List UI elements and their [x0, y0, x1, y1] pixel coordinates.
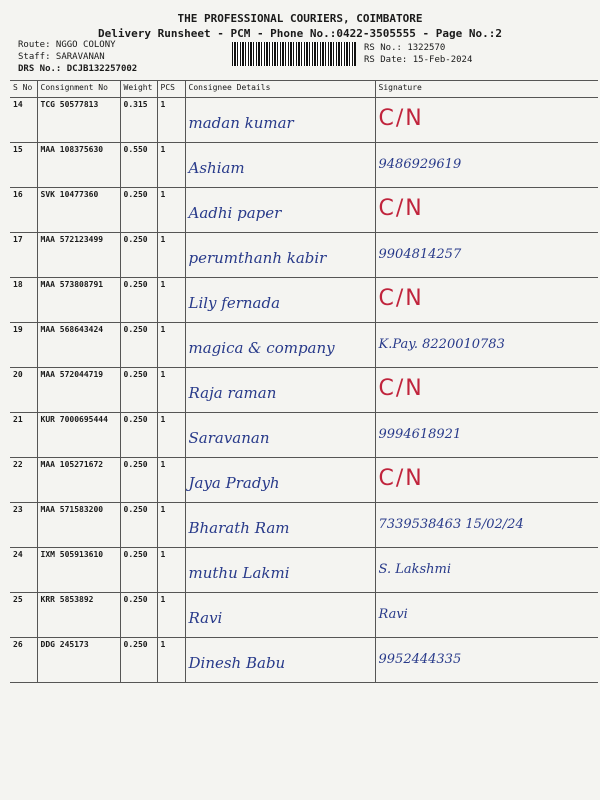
row-weight-cell — [120, 458, 157, 503]
col-consignment: Consignment No — [37, 81, 120, 98]
row-signature-cell — [375, 548, 598, 593]
row-weight-cell — [120, 188, 157, 233]
row-sno: 26 — [13, 640, 23, 649]
row-consignment: MAA 105271672 — [40, 460, 104, 469]
col-consignee: Consignee Details — [185, 81, 375, 98]
row-signature-cell — [375, 278, 598, 323]
row-weight: 0.250 — [123, 190, 148, 199]
row-consignee: madan kumar — [188, 114, 294, 132]
row-sno: 21 — [13, 415, 23, 424]
row-consignee: Ashiam — [188, 159, 245, 177]
row-consignment: MAA 573808791 — [40, 280, 104, 289]
row-consignee-cell — [185, 638, 375, 683]
table-row — [10, 323, 598, 368]
barcode — [232, 42, 356, 66]
row-signature-cell — [375, 638, 598, 683]
table-row — [10, 638, 598, 683]
row-weight: 0.250 — [123, 505, 148, 514]
row-pcs-cell — [157, 188, 185, 233]
row-sno-cell — [10, 188, 37, 233]
row-consignee: muthu Lakmi — [188, 564, 290, 582]
staff-label: Staff: SARAVANAN — [18, 52, 105, 62]
row-consignment-cell — [37, 548, 120, 593]
row-consignment: KRR 5853892 — [40, 595, 94, 604]
row-signature-cell — [375, 143, 598, 188]
row-consignment: KUR 7000695444 — [40, 415, 108, 424]
row-weight-cell — [120, 413, 157, 458]
route-label: Route: NGGO COLONY — [18, 40, 116, 50]
table-row — [10, 233, 598, 278]
table-row — [10, 548, 598, 593]
row-pcs-cell — [157, 458, 185, 503]
row-pcs-cell — [157, 143, 185, 188]
row-consignee-cell — [185, 188, 375, 233]
row-consignee-cell — [185, 458, 375, 503]
row-signature: S. Lakshmi — [378, 562, 451, 577]
row-consignee-cell — [185, 368, 375, 413]
row-signature-cell — [375, 593, 598, 638]
row-consignment: TCG 50577813 — [40, 100, 99, 109]
rs-date: RS Date: 15-Feb-2024 — [364, 55, 473, 65]
row-consignment-cell — [37, 278, 120, 323]
row-sno: 19 — [13, 325, 23, 334]
row-consignee: Lily fernada — [188, 294, 281, 312]
row-weight-cell — [120, 233, 157, 278]
row-signature: 9904814257 — [378, 247, 462, 262]
runsheet-subtitle: Delivery Runsheet - PCM - Phone No.:0422-3505555 - Page No.:2 — [98, 27, 502, 40]
col-signature: Signature — [375, 81, 598, 98]
runsheet-table — [10, 80, 598, 683]
table-row — [10, 458, 598, 503]
row-signature-cell — [375, 503, 598, 548]
row-consignment-cell — [37, 323, 120, 368]
row-signature: C/N — [378, 106, 424, 131]
row-consignment-cell — [37, 188, 120, 233]
rs-number: RS No.: 1322570 — [364, 43, 446, 53]
row-signature: C/N — [378, 376, 424, 401]
col-sno: S No — [10, 81, 37, 98]
drs-number: DRS No.: DCJB132257002 — [18, 64, 138, 74]
table-row — [10, 413, 598, 458]
row-sno-cell — [10, 323, 37, 368]
row-pcs-cell — [157, 593, 185, 638]
table-row — [10, 368, 598, 413]
row-signature: C/N — [378, 286, 424, 311]
row-weight: 0.250 — [123, 280, 148, 289]
row-consignment: MAA 572123499 — [40, 235, 104, 244]
row-sno-cell — [10, 458, 37, 503]
row-consignment-cell — [37, 593, 120, 638]
row-weight-cell — [120, 278, 157, 323]
row-pcs-cell — [157, 503, 185, 548]
row-consignment-cell — [37, 98, 120, 143]
row-pcs-cell — [157, 323, 185, 368]
row-consignment-cell — [37, 413, 120, 458]
row-pcs-cell — [157, 233, 185, 278]
row-signature-cell — [375, 413, 598, 458]
row-weight-cell — [120, 323, 157, 368]
row-consignee: Bharath Ram — [188, 519, 290, 537]
row-consignment: MAA 568643424 — [40, 325, 104, 334]
row-weight: 0.315 — [123, 100, 148, 109]
row-consignee: Ravi — [188, 609, 223, 627]
row-weight: 0.250 — [123, 370, 148, 379]
row-pcs: 1 — [160, 325, 166, 334]
row-signature-cell — [375, 188, 598, 233]
row-weight: 0.250 — [123, 325, 148, 334]
company-title: THE PROFESSIONAL COURIERS, COIMBATORE — [177, 12, 423, 25]
row-signature: C/N — [378, 196, 424, 221]
row-consignee-cell — [185, 503, 375, 548]
row-weight-cell — [120, 638, 157, 683]
row-sno-cell — [10, 548, 37, 593]
row-sno: 24 — [13, 550, 23, 559]
row-signature: Ravi — [378, 607, 408, 622]
row-signature: 9994618921 — [378, 427, 462, 442]
row-weight: 0.250 — [123, 640, 148, 649]
row-signature: 9952444335 — [378, 652, 462, 667]
row-signature: C/N — [378, 466, 424, 491]
row-sno: 20 — [13, 370, 23, 379]
row-weight: 0.250 — [123, 460, 148, 469]
row-consignee: perumthanh kabir — [188, 249, 327, 267]
col-pcs: PCS — [157, 81, 185, 98]
row-pcs: 1 — [160, 280, 166, 289]
row-consignee-cell — [185, 323, 375, 368]
table-row — [10, 593, 598, 638]
row-pcs-cell — [157, 413, 185, 458]
row-sno: 14 — [13, 100, 23, 109]
row-sno: 23 — [13, 505, 23, 514]
row-weight: 0.250 — [123, 550, 148, 559]
row-consignee-cell — [185, 413, 375, 458]
row-sno: 15 — [13, 145, 23, 154]
row-consignment: MAA 571583200 — [40, 505, 104, 514]
row-weight-cell — [120, 593, 157, 638]
row-consignee: Dinesh Babu — [188, 654, 286, 672]
row-sno: 25 — [13, 595, 23, 604]
table-row — [10, 98, 598, 143]
row-consignment-cell — [37, 503, 120, 548]
row-consignment-cell — [37, 143, 120, 188]
row-weight-cell — [120, 368, 157, 413]
row-consignee-cell — [185, 233, 375, 278]
row-pcs: 1 — [160, 190, 166, 199]
row-sno-cell — [10, 368, 37, 413]
row-consignee-cell — [185, 593, 375, 638]
row-signature: 7339538463 15/02/24 — [378, 517, 524, 532]
row-pcs-cell — [157, 638, 185, 683]
row-consignee-cell — [185, 278, 375, 323]
row-weight: 0.250 — [123, 415, 148, 424]
row-signature-cell — [375, 458, 598, 503]
row-pcs: 1 — [160, 235, 166, 244]
row-pcs: 1 — [160, 640, 166, 649]
row-consignment: SVK 10477360 — [40, 190, 99, 199]
row-sno: 16 — [13, 190, 23, 199]
row-pcs-cell — [157, 368, 185, 413]
row-consignee: Jaya Pradyh — [188, 474, 280, 492]
row-sno-cell — [10, 503, 37, 548]
row-sno: 18 — [13, 280, 23, 289]
row-sno-cell — [10, 638, 37, 683]
row-consignee-cell — [185, 143, 375, 188]
row-signature-cell — [375, 233, 598, 278]
row-weight-cell — [120, 98, 157, 143]
row-weight-cell — [120, 143, 157, 188]
row-pcs-cell — [157, 278, 185, 323]
row-pcs: 1 — [160, 550, 166, 559]
row-pcs: 1 — [160, 415, 166, 424]
row-consignment-cell — [37, 458, 120, 503]
row-pcs: 1 — [160, 595, 166, 604]
row-sno: 17 — [13, 235, 23, 244]
row-consignee: Aadhi paper — [188, 204, 282, 222]
row-signature-cell — [375, 368, 598, 413]
row-weight: 0.250 — [123, 595, 148, 604]
col-weight: Weight — [120, 81, 157, 98]
row-pcs: 1 — [160, 460, 166, 469]
row-pcs: 1 — [160, 145, 166, 154]
row-consignment-cell — [37, 368, 120, 413]
row-signature: K.Pay. 8220010783 — [378, 337, 505, 352]
row-pcs: 1 — [160, 370, 166, 379]
row-sno-cell — [10, 233, 37, 278]
row-consignee: Raja raman — [188, 384, 277, 402]
row-consignment: IXM 505913610 — [40, 550, 104, 559]
row-weight-cell — [120, 548, 157, 593]
row-signature-cell — [375, 323, 598, 368]
row-weight: 0.250 — [123, 235, 148, 244]
row-pcs-cell — [157, 548, 185, 593]
row-consignee: magica & company — [188, 339, 335, 357]
row-consignment: DDG 245173 — [40, 640, 89, 649]
row-weight: 0.550 — [123, 145, 148, 154]
row-consignee: Saravanan — [188, 429, 270, 447]
row-consignment: MAA 572044719 — [40, 370, 104, 379]
row-sno: 22 — [13, 460, 23, 469]
row-consignee-cell — [185, 548, 375, 593]
row-sno-cell — [10, 593, 37, 638]
row-pcs: 1 — [160, 505, 166, 514]
row-sno-cell — [10, 98, 37, 143]
row-consignment-cell — [37, 233, 120, 278]
table-row — [10, 188, 598, 233]
row-pcs-cell — [157, 98, 185, 143]
row-consignee-cell — [185, 98, 375, 143]
table-header — [10, 81, 598, 98]
row-signature-cell — [375, 98, 598, 143]
row-weight-cell — [120, 503, 157, 548]
row-consignment-cell — [37, 638, 120, 683]
row-consignment: MAA 108375630 — [40, 145, 104, 154]
table-row — [10, 278, 598, 323]
row-signature: 9486929619 — [378, 157, 462, 172]
row-sno-cell — [10, 413, 37, 458]
row-sno-cell — [10, 143, 37, 188]
table-row — [10, 143, 598, 188]
row-sno-cell — [10, 278, 37, 323]
row-pcs: 1 — [160, 100, 166, 109]
table-row — [10, 503, 598, 548]
